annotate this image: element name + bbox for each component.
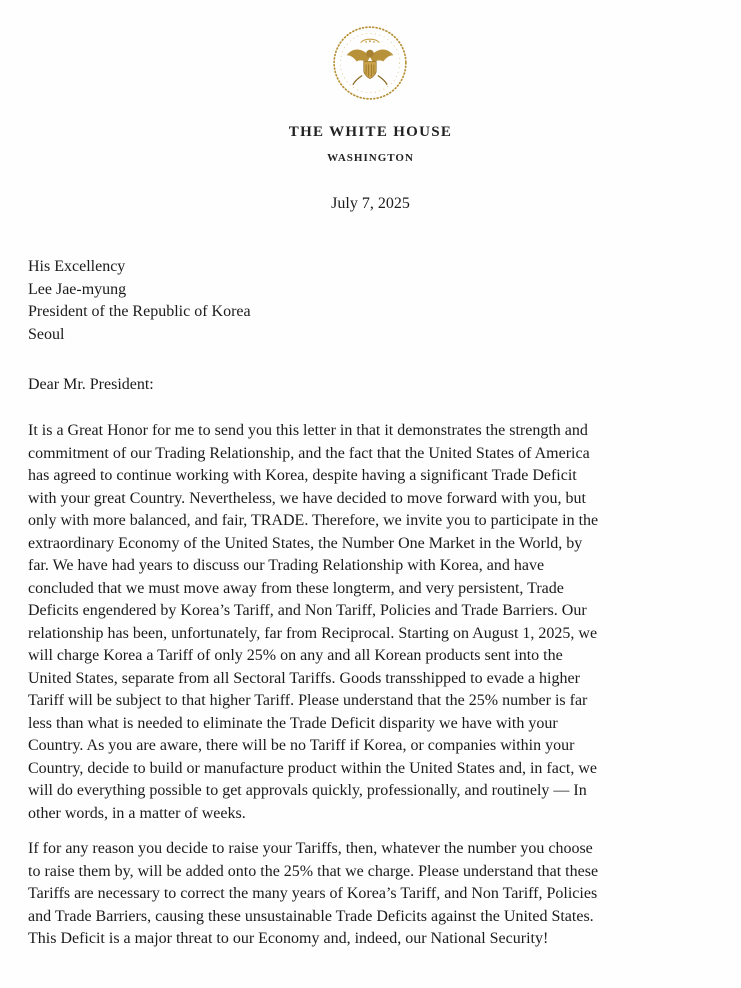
paragraph-line: far. We have had years to discuss our Trading Relationship with Korea, and have [28,557,545,574]
paragraph-line: It is a Great Honor for me to send you this letter in that it demonstrates the strength and [28,422,588,439]
paragraph-line: Tariffs are necessary to correct the many years of Korea’s Tariff, and Non Tariff, Policies [28,885,598,902]
paragraph-line: United States, separate from all Sectoral Tariffs. Goods transshipped to evade a higher [28,669,580,687]
recipient-honorific: His Excellency [28,258,126,275]
paragraph-line: commitment of our Trading Relationship, and the fact that the United States of America [28,444,590,462]
paragraph-line: only with more balanced, and fair, TRADE. Therefore, we invite you to participate in the [28,512,599,529]
recipient-name: Lee Jae-myung [28,280,127,298]
salutation: Dear Mr. President: [28,376,154,393]
recipient-address [28,256,251,346]
paragraph-line: Country, decide to build or manufacture product within the United States and, in fact, we [28,759,598,777]
paragraph-line: and Trade Barriers, causing these unsustainable Trade Deficits against the United States. [28,907,594,925]
paragraph-line: This Deficit is a major threat to our Economy and, indeed, our National Security! [28,930,549,947]
letter-date: July 7, 2025 [331,195,410,212]
recipient-city: Seoul [28,325,65,343]
paragraph-line: less than what is needed to eliminate the Trade Deficit disparity we have with your [28,714,558,732]
paragraph-line: will charge Korea a Tariff of only 25% on any and all Korean products sent into the [28,647,563,664]
paragraph-line: extraordinary Economy of the United States, the Number One Market in the World, by [28,534,583,552]
paragraph-line: will do everything possible to get approvals quickly, professionally, and routinely — In [28,782,587,799]
recipient-office: President of the Republic of Korea [28,303,251,320]
paragraph-line: Tariff will be subject to that higher Tariff. Please understand that the 25% number is far [28,692,588,709]
paragraph-line: has agreed to continue working with Korea, despite having a significant Trade Deficit [28,467,577,484]
paragraph-line: If for any reason you decide to raise your Tariffs, then, whatever the number you choose [28,840,593,857]
paragraph-line: with your great Country. Nevertheless, we have decided to move forward with you, but [28,489,586,507]
paragraph-line: Deficits engendered by Korea’s Tariff, and Non Tariff, Policies and Trade Barriers. Our [28,602,587,619]
letterhead-title: THE WHITE HOUSE [288,124,453,140]
body-paragraph-2 [28,838,722,951]
presidential-seal-icon [331,24,409,102]
letterhead-subtitle: WASHINGTON [327,152,414,164]
paragraph-line: concluded that we must move away from these longterm, and very persistent, Trade [28,579,564,597]
paragraph-line: to raise them by, will be added onto the 25% that we charge. Please understand that these [28,862,599,880]
paragraph-line: other words, in a matter of weeks. [28,804,246,822]
paragraph-line: Country. As you are aware, there will be no Tariff if Korea, or companies within your [28,737,575,754]
paragraph-line: relationship has been, unfortunately, far from Reciprocal. Starting on August 1, 2025, we [28,624,598,642]
body-paragraph-1 [28,420,722,825]
